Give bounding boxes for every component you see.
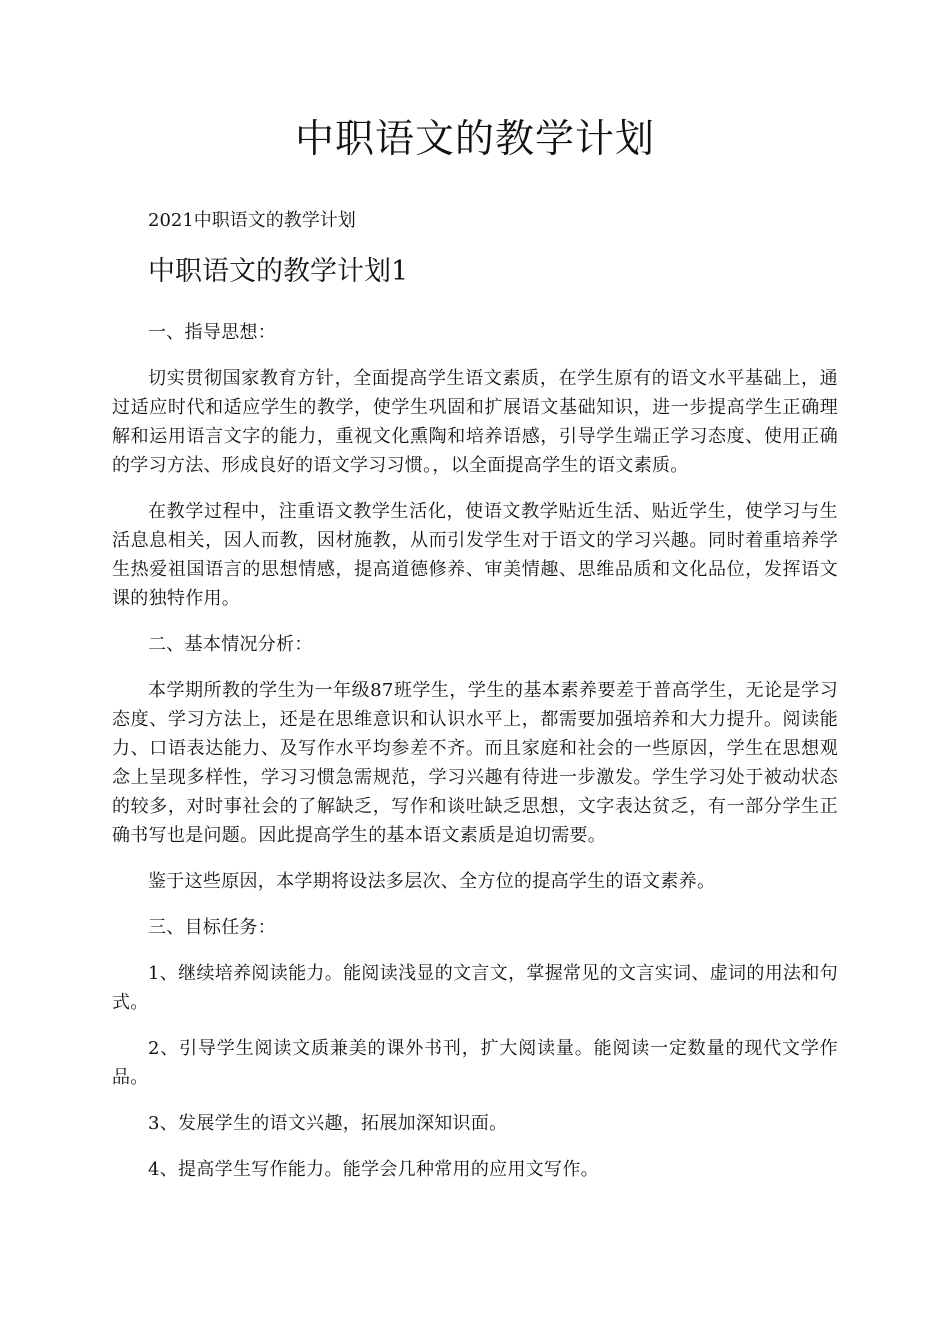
list-item: 1、继续培养阅读能力。能阅读浅显的文言文，掌握常见的文言实词、虚词的用法和句式。 xyxy=(112,963,838,1013)
section-heading: 中职语文的教学计划1 xyxy=(148,256,409,287)
document-subtitle: 2021中职语文的教学计划 xyxy=(148,210,356,231)
paragraph: 切实贯彻国家教育方针，全面提高学生语文素质，在学生原有的语文水平基础上，通过适应时代和适应学生的教学，使学生巩固和扩展语文基础知识，进一步提高学生正确理解和运用语言文字的能力，重视文化熏陶和培养语感，引导学生端正学习态度、使用正确的学习方法、形成良好的语文学习习惯。，以全面提高学生的语文素质。 xyxy=(112,368,838,476)
heading-situation-analysis: 二、基本情况分析： xyxy=(148,634,313,655)
document-title: 中职语文的教学计划 xyxy=(294,117,655,162)
paragraph: 鉴于这些原因，本学期将设法多层次、全方位的提高学生的语文素养。 xyxy=(148,871,716,892)
heading-guiding-ideology: 一、指导思想： xyxy=(148,322,277,343)
document-body xyxy=(112,318,838,1201)
list-item: 3、发展学生的语文兴趣，拓展加深知识面。 xyxy=(148,1113,508,1134)
list-item: 2、引导学生阅读文质兼美的课外书刊，扩大阅读量。能阅读一定数量的现代文学作品。 xyxy=(112,1038,838,1088)
paragraph: 本学期所教的学生为一年级87班学生，学生的基本素养要差于普高学生，无论是学习态度、学习方法上，还是在思维意识和认识水平上，都需要加强培养和大力提升。阅读能力、口语表达能力、及写作水平均参差不齐。而且家庭和社会的一些原因，学生在思想观念上呈现多样性，学习习惯急需规范，学习兴趣有待进一步激发。学生学习处于被动状态的较多，对时事社会的了解缺乏，写作和谈吐缺乏思想，文字表达贫乏，有一部分学生正确书写也是问题。因此提高学生的基本语文素质是迫切需要。 xyxy=(112,680,838,846)
paragraph: 在教学过程中，注重语文教学生活化，使语文教学贴近生活、贴近学生，使学习与生活息息相关，因人而教，因材施教，从而引发学生对于语文的学习兴趣。同时着重培养学生热爱祖国语言的思想情感，提高道德修养、审美情趣、思维品质和文化品位，发挥语文课的独特作用。 xyxy=(112,501,838,609)
list-item: 4、提高学生写作能力。能学会几种常用的应用文写作。 xyxy=(148,1159,599,1180)
heading-goals: 三、目标任务： xyxy=(148,917,277,938)
